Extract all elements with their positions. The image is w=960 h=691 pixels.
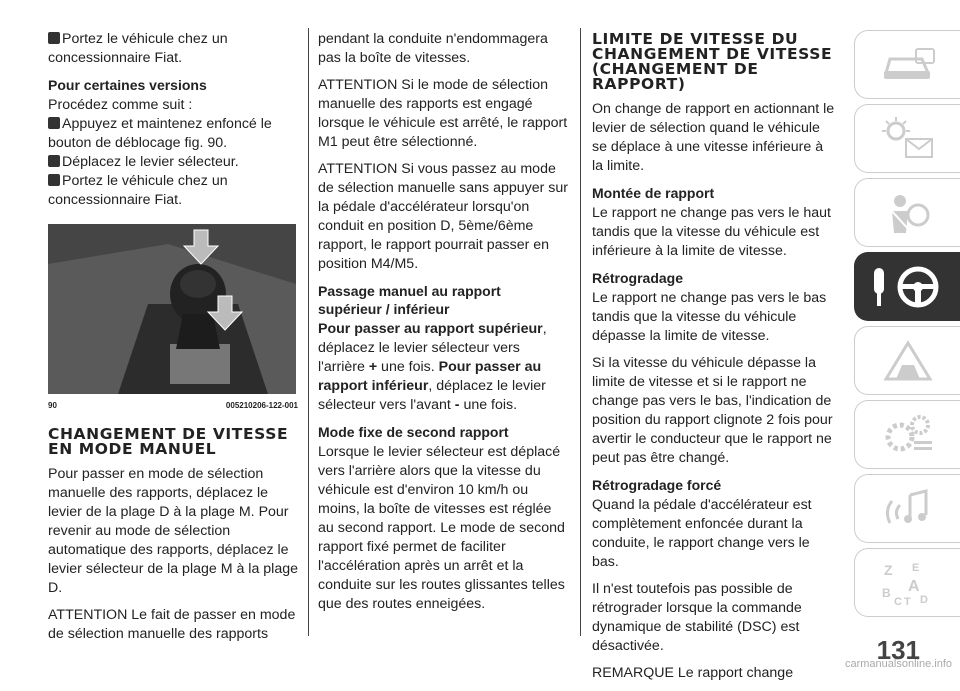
chapter-tabs xyxy=(854,30,960,622)
paragraph: Quand la pédale d'accélérateur est complètement enfoncée durant la conduite, le rapport change vers le bas. xyxy=(592,497,812,570)
bullet-item: Portez le véhicule chez un concessionnaire Fiat. xyxy=(48,173,228,208)
paragraph: Si la vitesse du véhicule dépasse la limite de vitesse et si le rapport ne change pas vers le bas, l'indication de position du rapport clignote 2 fois pour avertir le conducteur que le rapport ne peut pas être changé. xyxy=(592,355,833,466)
svg-text:D: D xyxy=(919,593,928,606)
svg-text:E: E xyxy=(911,561,919,574)
watermark: carmanualsonline.info xyxy=(844,658,952,670)
bullet-square-icon xyxy=(48,32,60,44)
subheading: Montée de rapport xyxy=(592,185,715,201)
paragraph xyxy=(318,320,568,415)
bullet-square-icon xyxy=(48,155,60,167)
tab-warning-lights[interactable] xyxy=(854,104,960,173)
bullet-item: Appuyez et maintenez enfoncé le bouton de déblocage fig. 90. xyxy=(48,116,272,151)
inline-text: , déplacez le levier sélecteur vers l'avant xyxy=(318,378,546,413)
svg-text:B: B xyxy=(881,585,891,600)
airbag-safety-icon xyxy=(878,191,938,235)
paragraph: On change de rapport en actionnant le levier de sélection quand le véhicule se déplace à une vitesse inférieure à la limite. xyxy=(592,101,835,174)
maintenance-gears-icon xyxy=(878,413,938,457)
column-divider xyxy=(580,28,581,636)
figure-caption xyxy=(48,396,298,415)
inline-bold: Pour passer au rapport supérieur xyxy=(318,321,543,337)
paragraph: ATTENTION Si vous passez au mode de sélection manuelle sans appuyer sur la pédale d'accélérateur lorsqu'on conduit en position D, 5ème/6ème rapport, le rapport pourrait passer en position M4/M5. xyxy=(318,161,569,272)
paragraph: Procédez comme suit : xyxy=(48,97,193,113)
paragraph: Pour passer en mode de sélection manuelle des rapports, déplacez le levier de la plage D à la plage M. Pour revenir au mode de sélection automatique des rapports, déplacez le levier sélecteur de la plage M à la plage D. xyxy=(48,466,299,596)
paragraph: pendant la conduite n'endommagera pas la boîte de vitesses. xyxy=(318,31,548,66)
column-middle xyxy=(318,30,568,622)
bullet-item: Portez le véhicule chez un concessionnaire Fiat. xyxy=(48,31,228,66)
paragraph: ATTENTION Le fait de passer en mode de sélection manuelle des rapports xyxy=(48,607,296,642)
paragraph: Le rapport ne change pas vers le haut tandis que la vitesse du véhicule est inférieure à la limite de vitesse. xyxy=(592,205,831,259)
figure-code: 005210206-122-001 xyxy=(225,401,298,410)
tab-maintenance[interactable] xyxy=(854,400,960,469)
index-letters-icon xyxy=(878,559,938,607)
column-divider xyxy=(308,28,309,636)
page-number: 131 xyxy=(876,635,920,665)
gear-indicator-panel xyxy=(170,344,230,384)
gear-lever-illustration xyxy=(48,224,296,394)
multimedia-icon xyxy=(878,487,938,531)
inline-text: une fois. xyxy=(459,397,518,413)
inline-text: une fois. xyxy=(377,359,439,375)
svg-text:T: T xyxy=(903,595,911,607)
car-dashboard-icon xyxy=(878,45,938,85)
paragraph: REMARQUE Le rapport change xyxy=(592,665,794,681)
svg-text:Z: Z xyxy=(883,561,893,578)
subheading: Rétrogradage xyxy=(592,270,684,286)
subheading: Rétrogradage forcé xyxy=(592,477,722,493)
paragraph: Lorsque le levier sélecteur est déplacé vers l'arrière alors que la vitesse du véhicule est d'environ 10 km/h ou moins, la boîte de vitesses est réglée au second rapport. Le mode de second rapport fixé permet de faciliter l'accélération après un arrêt et la conduite sur les routes glissantes telles que des routes enneigées. xyxy=(318,444,565,612)
minus-symbol: - xyxy=(454,397,460,413)
tab-car-dashboard[interactable] xyxy=(854,30,960,99)
tab-emergency[interactable] xyxy=(854,326,960,395)
subheading: Mode fixe de second rapport xyxy=(318,424,509,440)
steering-wheel-key-icon xyxy=(868,262,948,312)
tab-airbag-safety[interactable] xyxy=(854,178,960,247)
tab-multimedia[interactable] xyxy=(854,474,960,543)
paragraph: Le rapport ne change pas vers le bas tandis que la vitesse du véhicule dépasse la limite de vitesse. xyxy=(592,290,827,344)
inline-bold: Pour passer au rapport inférieur xyxy=(318,359,542,394)
column-left xyxy=(48,30,298,652)
section-heading: LIMITE DE VITESSE DU CHANGEMENT DE VITESSE (CHANGEMENT DE RAPPORT) xyxy=(592,30,833,93)
bullet-item: Déplacez le levier sélecteur. xyxy=(48,153,298,172)
section-heading: CHANGEMENT DE VITESSE EN MODE MANUEL xyxy=(48,425,289,458)
subheading: Pour certaines versions xyxy=(48,77,207,93)
tab-steering-wheel-key[interactable] xyxy=(854,252,960,321)
bullet-square-icon xyxy=(48,117,60,129)
tab-index[interactable] xyxy=(854,548,960,617)
figure-number: 90 xyxy=(48,401,57,410)
warning-lights-icon xyxy=(878,117,938,161)
subheading: Passage manuel au rapport supérieur / inférieur xyxy=(318,283,501,317)
inline-text: , déplacez le levier sélecteur vers l'arrière xyxy=(318,321,547,375)
paragraph: Il n'est toutefois pas possible de rétrograder lorsque la commande dynamique de stabilité (DSC) est désactivée. xyxy=(592,581,802,654)
svg-text:A: A xyxy=(907,577,920,595)
svg-text:C: C xyxy=(893,595,902,607)
column-right xyxy=(592,30,837,691)
plus-symbol: + xyxy=(368,359,378,375)
paragraph: ATTENTION Si le mode de sélection manuelle des rapports est engagé lorsque le véhicule est arrêté, le rapport M1 peut être sélectionné. xyxy=(318,77,568,150)
gear-lever-figure xyxy=(48,224,296,394)
emergency-triangle-icon xyxy=(878,339,938,383)
bullet-square-icon xyxy=(48,174,60,186)
